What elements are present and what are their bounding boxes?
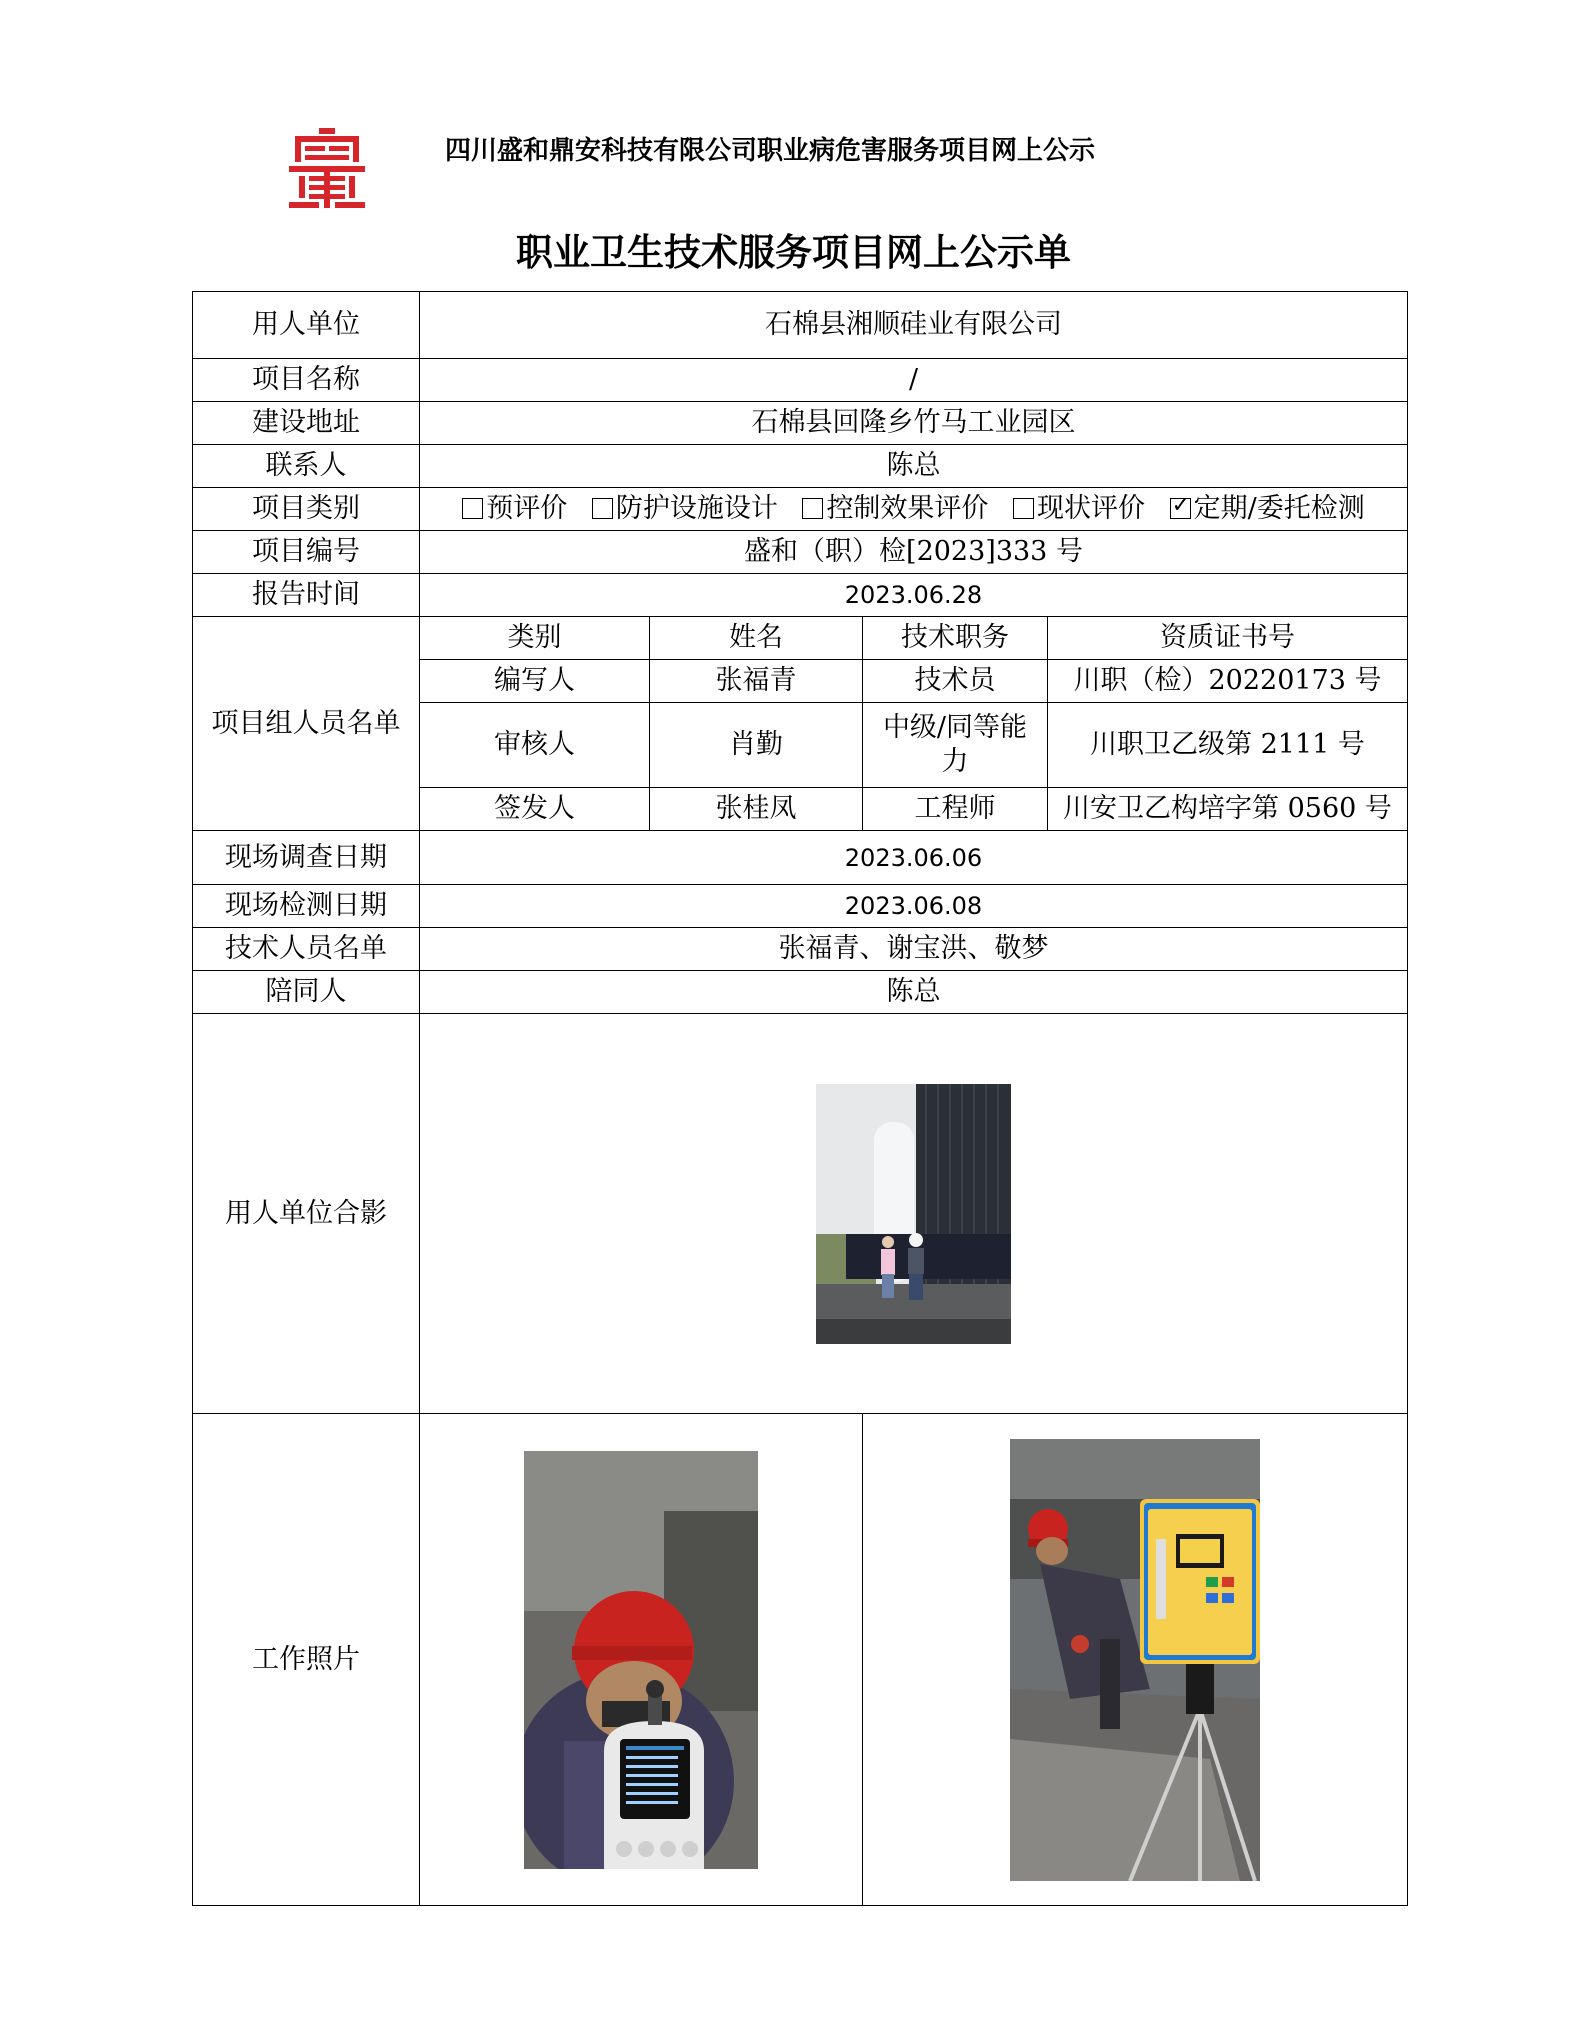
- work-photo-cell-left: [420, 1414, 863, 1906]
- row-work-photos: [193, 1414, 1408, 1906]
- test-date-label: 现场检测日期: [193, 885, 420, 928]
- group-photo-cell: [420, 1014, 1408, 1414]
- row-employer: [193, 292, 1408, 359]
- team-header-cert: 资质证书号: [1048, 617, 1408, 660]
- row-accompany: [193, 971, 1408, 1014]
- checkbox-icon: [462, 498, 483, 519]
- team-header-role: 类别: [420, 617, 650, 660]
- member-title: 技术员: [863, 660, 1048, 703]
- page-title: 职业卫生技术服务项目网上公示单: [516, 230, 1071, 274]
- employer-label: 用人单位: [193, 292, 420, 359]
- team-header-name: 姓名: [650, 617, 863, 660]
- checked-checkbox-icon: [1170, 498, 1191, 519]
- address-label: 建设地址: [193, 402, 420, 445]
- checkbox-icon: [802, 498, 823, 519]
- team-header-row: [193, 617, 1408, 660]
- test-date-value: 2023.06.08: [420, 885, 1408, 928]
- survey-date-value: 2023.06.06: [420, 831, 1408, 885]
- publicity-form-table: [192, 291, 1408, 1906]
- option-control-effect: 控制效果评价: [802, 493, 988, 524]
- survey-date-label: 现场调查日期: [193, 831, 420, 885]
- checkbox-icon: [592, 498, 613, 519]
- category-options: [420, 488, 1408, 531]
- team-header-title: 技术职务: [863, 617, 1048, 660]
- category-label: 项目类别: [193, 488, 420, 531]
- shenghe-seal-logo-icon: [289, 128, 365, 208]
- member-cert: 川职卫乙级第 2111 号: [1048, 703, 1408, 788]
- member-title: 工程师: [863, 788, 1048, 831]
- member-name: 张桂凤: [650, 788, 863, 831]
- member-name: 肖勤: [650, 703, 863, 788]
- row-category: [193, 488, 1408, 531]
- member-role: 签发人: [420, 788, 650, 831]
- organization-heading: 四川盛和鼎安科技有限公司职业病危害服务项目网上公示: [445, 136, 1096, 166]
- project-no-label: 项目编号: [193, 531, 420, 574]
- project-name-value: /: [420, 359, 1408, 402]
- row-survey-date: [193, 831, 1408, 885]
- row-technicians: [193, 928, 1408, 971]
- row-address: [193, 402, 1408, 445]
- checkbox-icon: [1013, 498, 1034, 519]
- row-project-name: [193, 359, 1408, 402]
- member-title: 中级/同等能力: [863, 703, 1048, 788]
- report-date-label: 报告时间: [193, 574, 420, 617]
- row-project-no: [193, 531, 1408, 574]
- member-cert: 川职（检）20220173 号: [1048, 660, 1408, 703]
- member-cert: 川安卫乙构培字第 0560 号: [1048, 788, 1408, 831]
- row-contact: [193, 445, 1408, 488]
- row-report-date: [193, 574, 1408, 617]
- employer-value: 石棉县湘顺硅业有限公司: [420, 292, 1408, 359]
- technicians-label: 技术人员名单: [193, 928, 420, 971]
- noise-meter-photo-image: [524, 1451, 758, 1869]
- contact-label: 联系人: [193, 445, 420, 488]
- company-logo: [289, 128, 365, 208]
- technicians-value: 张福青、谢宝洪、敬梦: [420, 928, 1408, 971]
- option-status-evaluation: 现状评价: [1013, 493, 1145, 524]
- accompany-value: 陈总: [420, 971, 1408, 1014]
- accompany-label: 陪同人: [193, 971, 420, 1014]
- work-photos-label: 工作照片: [193, 1414, 420, 1906]
- member-role: 编写人: [420, 660, 650, 703]
- report-date-value: 2023.06.28: [420, 574, 1408, 617]
- project-no-value: 盛和（职）检[2023]333 号: [420, 531, 1408, 574]
- address-value: 石棉县回隆乡竹马工业园区: [420, 402, 1408, 445]
- option-periodic-testing: ✓ 定期/委托检测: [1170, 493, 1365, 524]
- member-name: 张福青: [650, 660, 863, 703]
- contact-value: 陈总: [420, 445, 1408, 488]
- row-group-photo: [193, 1014, 1408, 1414]
- work-photo-cell-right: [863, 1414, 1408, 1906]
- project-name-label: 项目名称: [193, 359, 420, 402]
- row-test-date: [193, 885, 1408, 928]
- group-photo-label: 用人单位合影: [193, 1014, 420, 1414]
- team-label: 项目组人员名单: [193, 617, 420, 831]
- group-photo-image: [816, 1084, 1011, 1344]
- member-role: 审核人: [420, 703, 650, 788]
- option-protection-design: 防护设施设计: [592, 493, 778, 524]
- option-pre-evaluation: 预评价: [462, 493, 567, 524]
- dust-sampler-photo-image: [1010, 1439, 1260, 1881]
